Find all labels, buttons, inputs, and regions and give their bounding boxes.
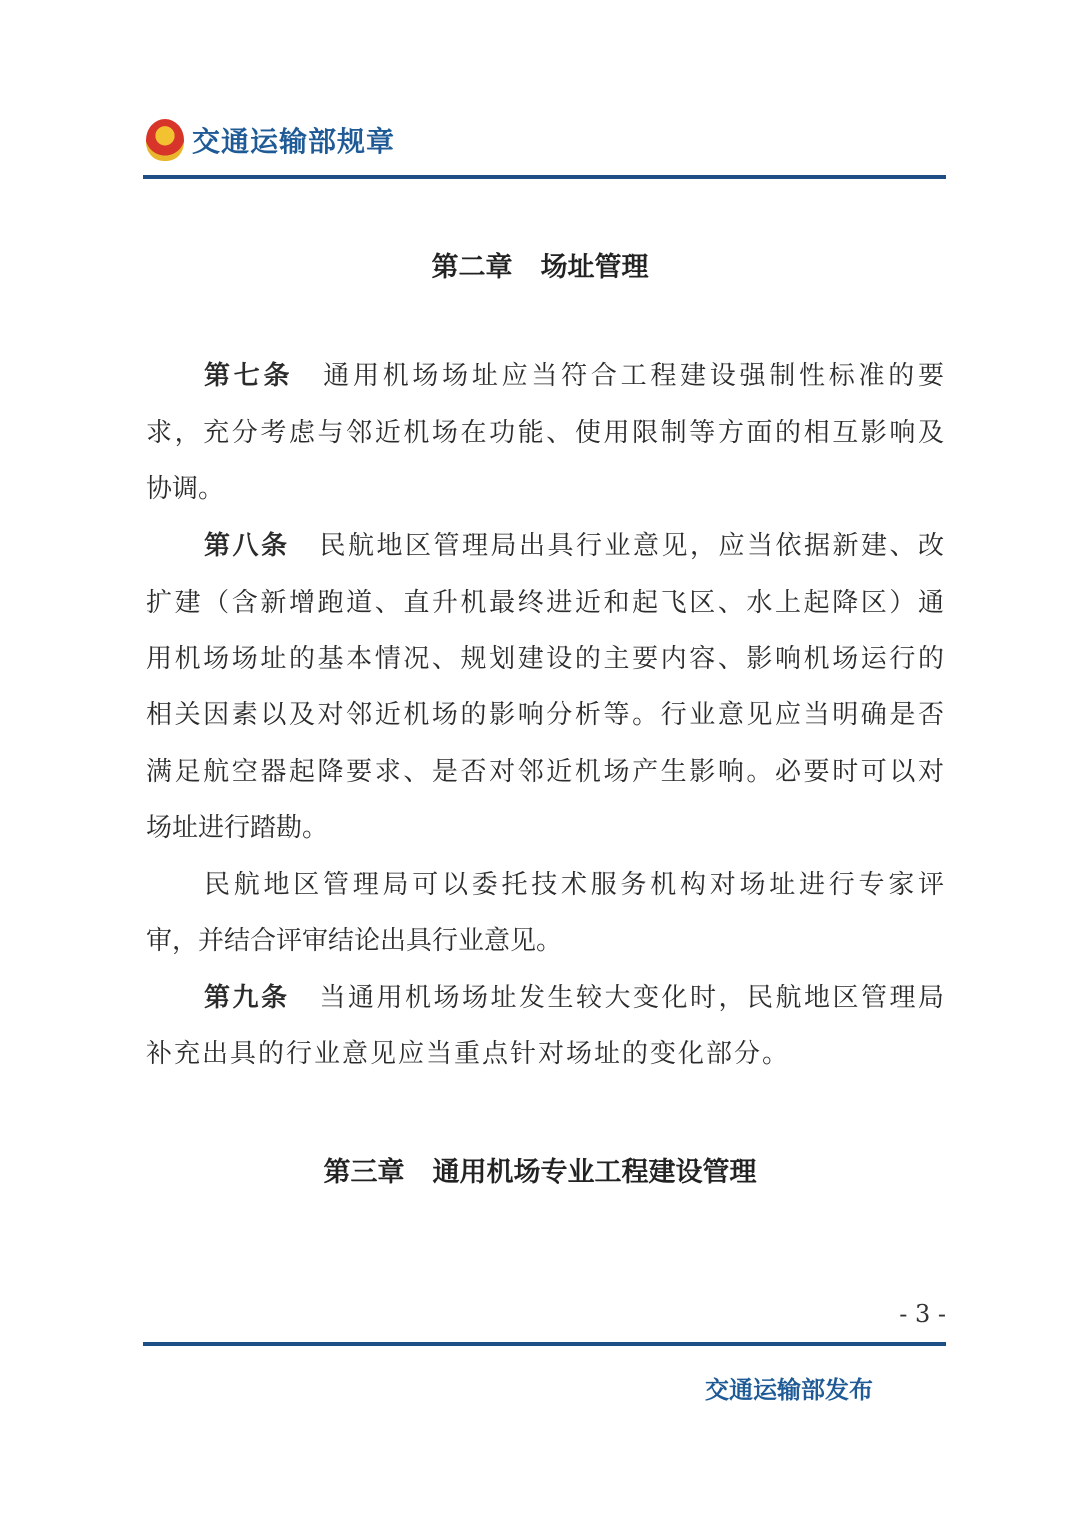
article-8-line <box>204 526 944 566</box>
chapter-number: 第三章 <box>323 1157 405 1188</box>
footer-rule <box>143 1342 946 1346</box>
article-label: 第七条 <box>204 361 294 391</box>
chapter-number: 第二章 <box>431 252 513 283</box>
article-label: 第八条 <box>204 531 290 561</box>
article-8-line: 满足航空器起降要求、是否对邻近机场产生影响。必要时可以对 <box>146 757 944 787</box>
header-title: 交通运输部规章 <box>192 125 396 158</box>
article-8-para2-line: 审，并结合评审结论出具行业意见。 <box>146 926 563 956</box>
article-8-line: 场址进行踏勘。 <box>146 813 329 843</box>
article-8-line: 相关因素以及对邻近机场的影响分析等。行业意见应当明确是否 <box>146 700 944 730</box>
article-7-line: 求，充分考虑与邻近机场在功能、使用限制等方面的相互影响及 <box>146 418 944 448</box>
text: 通用机场场址应当符合工程建设强制性标准的要 <box>323 361 944 391</box>
article-9-line: 补充出具的行业意见应当重点针对场址的变化部分。 <box>146 1039 791 1069</box>
article-8-para2-line: 民航地区管理局可以委托技术服务机构对场址进行专家评 <box>204 870 944 900</box>
page-number: - 3 - <box>899 1300 946 1328</box>
article-label: 第九条 <box>204 983 290 1013</box>
header-rule <box>143 175 946 179</box>
text: 民航地区管理局出具行业意见，应当依据新建、改 <box>319 531 944 561</box>
article-7-line <box>204 356 944 396</box>
text: 当通用机场场址发生较大变化时，民航地区管理局 <box>319 983 944 1013</box>
article-8-line: 用机场场址的基本情况、规划建设的主要内容、影响机场运行的 <box>146 644 944 674</box>
chapter-2-heading <box>0 245 1080 284</box>
article-7-line: 协调。 <box>146 474 225 504</box>
chapter-3-heading <box>0 1150 1080 1189</box>
chapter-title: 通用机场专业工程建设管理 <box>432 1157 757 1188</box>
article-9-line <box>204 978 944 1018</box>
footer-publisher: 交通运输部发布 <box>705 1376 873 1404</box>
national-emblem-icon <box>146 119 184 161</box>
chapter-title: 场址管理 <box>540 252 649 283</box>
article-8-line: 扩建（含新增跑道、直升机最终进近和起飞区、水上起降区）通 <box>146 588 944 618</box>
header <box>146 118 395 162</box>
